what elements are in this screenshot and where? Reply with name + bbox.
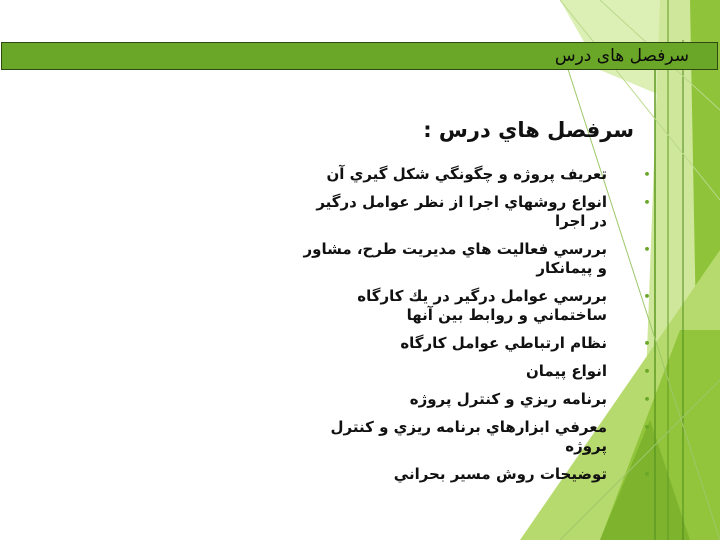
list-item-text: بررسي عوامل درگير در يك كارگاه ساختماني و روابط بين آنها — [357, 287, 607, 324]
bullet-icon: • — [643, 421, 651, 434]
list-item — [302, 334, 662, 353]
list-item — [302, 193, 662, 231]
slide-title-bar — [1, 42, 718, 70]
bullet-icon: • — [643, 243, 651, 256]
list-item-text: انواع روشهاي اجرا از نظر عوامل درگير در اجرا — [316, 193, 607, 230]
bullet-list — [302, 165, 662, 493]
list-item — [302, 165, 662, 184]
list-item-text: بررسي فعاليت هاي مديريت طرح، مشاور و پيمانكار — [303, 240, 607, 277]
list-item-text: انواع پيمان — [525, 362, 607, 380]
bullet-icon: • — [643, 290, 651, 303]
list-item-text: برنامه ريزي و كنترل پروژه — [409, 390, 607, 408]
list-item — [302, 418, 662, 456]
list-item-text: تعريف پروژه و چگونگي شكل گيري آن — [326, 165, 607, 183]
list-item — [302, 390, 662, 409]
list-item — [302, 287, 662, 325]
bullet-icon: • — [643, 393, 651, 406]
bullet-icon: • — [643, 337, 651, 350]
slide-title-text: سرفصل های درس — [554, 46, 689, 66]
list-item — [302, 362, 662, 381]
list-item — [302, 465, 662, 484]
list-item-text: توضيحات روش مسير بحراني — [393, 465, 607, 483]
list-item — [302, 240, 662, 278]
bullet-icon: • — [643, 196, 651, 209]
list-item-text: معرفي ابزارهاي برنامه ريزي و كنترل پروژه — [330, 418, 607, 455]
bullet-icon: • — [643, 365, 651, 378]
list-item-text: نظام ارتباطي عوامل كارگاه — [400, 334, 607, 352]
bullet-icon: • — [643, 168, 651, 181]
bullet-icon: • — [643, 468, 651, 481]
slide-heading: سرفصل هاي درس : — [423, 118, 634, 142]
